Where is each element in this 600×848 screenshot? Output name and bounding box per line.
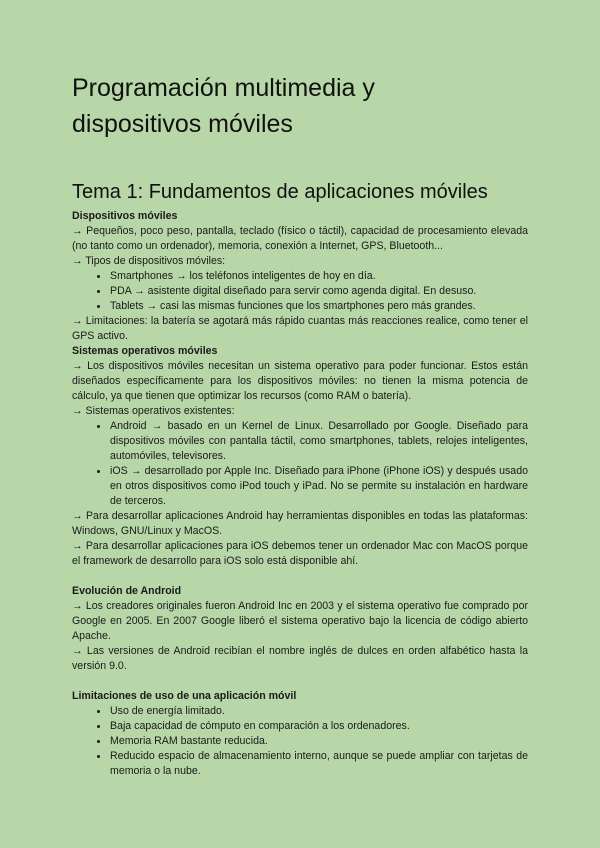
section-heading: Evolución de Android	[72, 585, 182, 597]
paragraph: → Para desarrollar aplicaciones para iOS debemos tener un ordenador Mac con MacOS porque el framework de desarrollo para iOS solo está disponible ahí.	[72, 540, 528, 567]
list-item: • Tablets → casi las mismas funciones que los smartphones pero más grandes.	[109, 299, 528, 314]
title-line-1: Programación multimedia y	[72, 74, 375, 102]
section-heading: Dispositivos móviles	[72, 210, 178, 222]
section-dispositivos	[72, 209, 528, 344]
section-limitaciones	[72, 689, 528, 779]
list-item: • Uso de energía limitado.	[109, 704, 528, 719]
paragraph: → Sistemas operativos existentes:	[72, 405, 235, 417]
paragraph: → Las versiones de Android recibían el nombre inglés de dulces en orden alfabético hasta la versión 9.0.	[72, 645, 528, 672]
list-item: • PDA → asistente digital diseñado para servir como agenda digital. En desuso.	[109, 284, 528, 299]
bullet-list	[72, 269, 528, 314]
section-heading: Sistemas operativos móviles	[72, 345, 218, 357]
list-item: • Android → basado en un Kernel de Linux. Desarrollado por Google. Diseñado para dispositivos móviles con pantalla táctil, como smartphones, tablets, relojes inteligentes, automóviles, televisores.	[109, 419, 528, 464]
list-item: • Memoria RAM bastante reducida.	[109, 734, 528, 749]
paragraph: → Los dispositivos móviles necesitan un sistema operativo para poder funcionar. Estos están diseñados específicamente para los dispositivos móviles: no tienen la misma potencia de cálculo, ya que tienen que optimizar los recursos (como RAM o batería).	[72, 360, 528, 402]
paragraph: → Pequeños, poco peso, pantalla, teclado (físico o táctil), capacidad de procesamiento elevada (no tanto como un ordenador), memoria, conexión a Internet, GPS, Bluetooth...	[72, 225, 528, 252]
list-item: • Smartphones → los teléfonos inteligentes de hoy en día.	[109, 269, 528, 284]
paragraph: → Tipos de dispositivos móviles:	[72, 255, 226, 267]
bullet-list	[72, 419, 528, 509]
paragraph: → Los creadores originales fueron Android Inc en 2003 y el sistema operativo fue comprado por Google en 2005. En 2007 Google liberó el sistema operativo bajo la licencia de código abierto Apache.	[72, 600, 528, 642]
list-item: • Baja capacidad de cómputo en comparación a los ordenadores.	[109, 719, 528, 734]
document-page	[72, 70, 528, 779]
list-item: • iOS → desarrollado por Apple Inc. Diseñado para iPhone (iPhone iOS) y después usado en otros dispositivos como iPod touch y iPad. No se permite su instalación en hardware de terceros.	[109, 464, 528, 509]
paragraph: → Para desarrollar aplicaciones Android hay herramientas disponibles en todas las plataformas: Windows, GNU/Linux y MacOS.	[72, 510, 528, 537]
document-title	[72, 70, 528, 142]
section-evolucion-android	[72, 584, 528, 674]
bullet-list	[72, 704, 528, 779]
title-line-2: dispositivos móviles	[72, 110, 293, 138]
section-sistemas-operativos	[72, 344, 528, 569]
paragraph: → Limitaciones: la batería se agotará más rápido cuantas más reacciones realice, como tener el GPS activo.	[72, 315, 528, 342]
document-subtitle: Tema 1: Fundamentos de aplicaciones móviles	[72, 181, 488, 203]
list-item: • Reducido espacio de almacenamiento interno, aunque se puede ampliar con tarjetas de memoria o la nube.	[109, 749, 528, 779]
section-heading: Limitaciones de uso de una aplicación móvil	[72, 690, 297, 702]
